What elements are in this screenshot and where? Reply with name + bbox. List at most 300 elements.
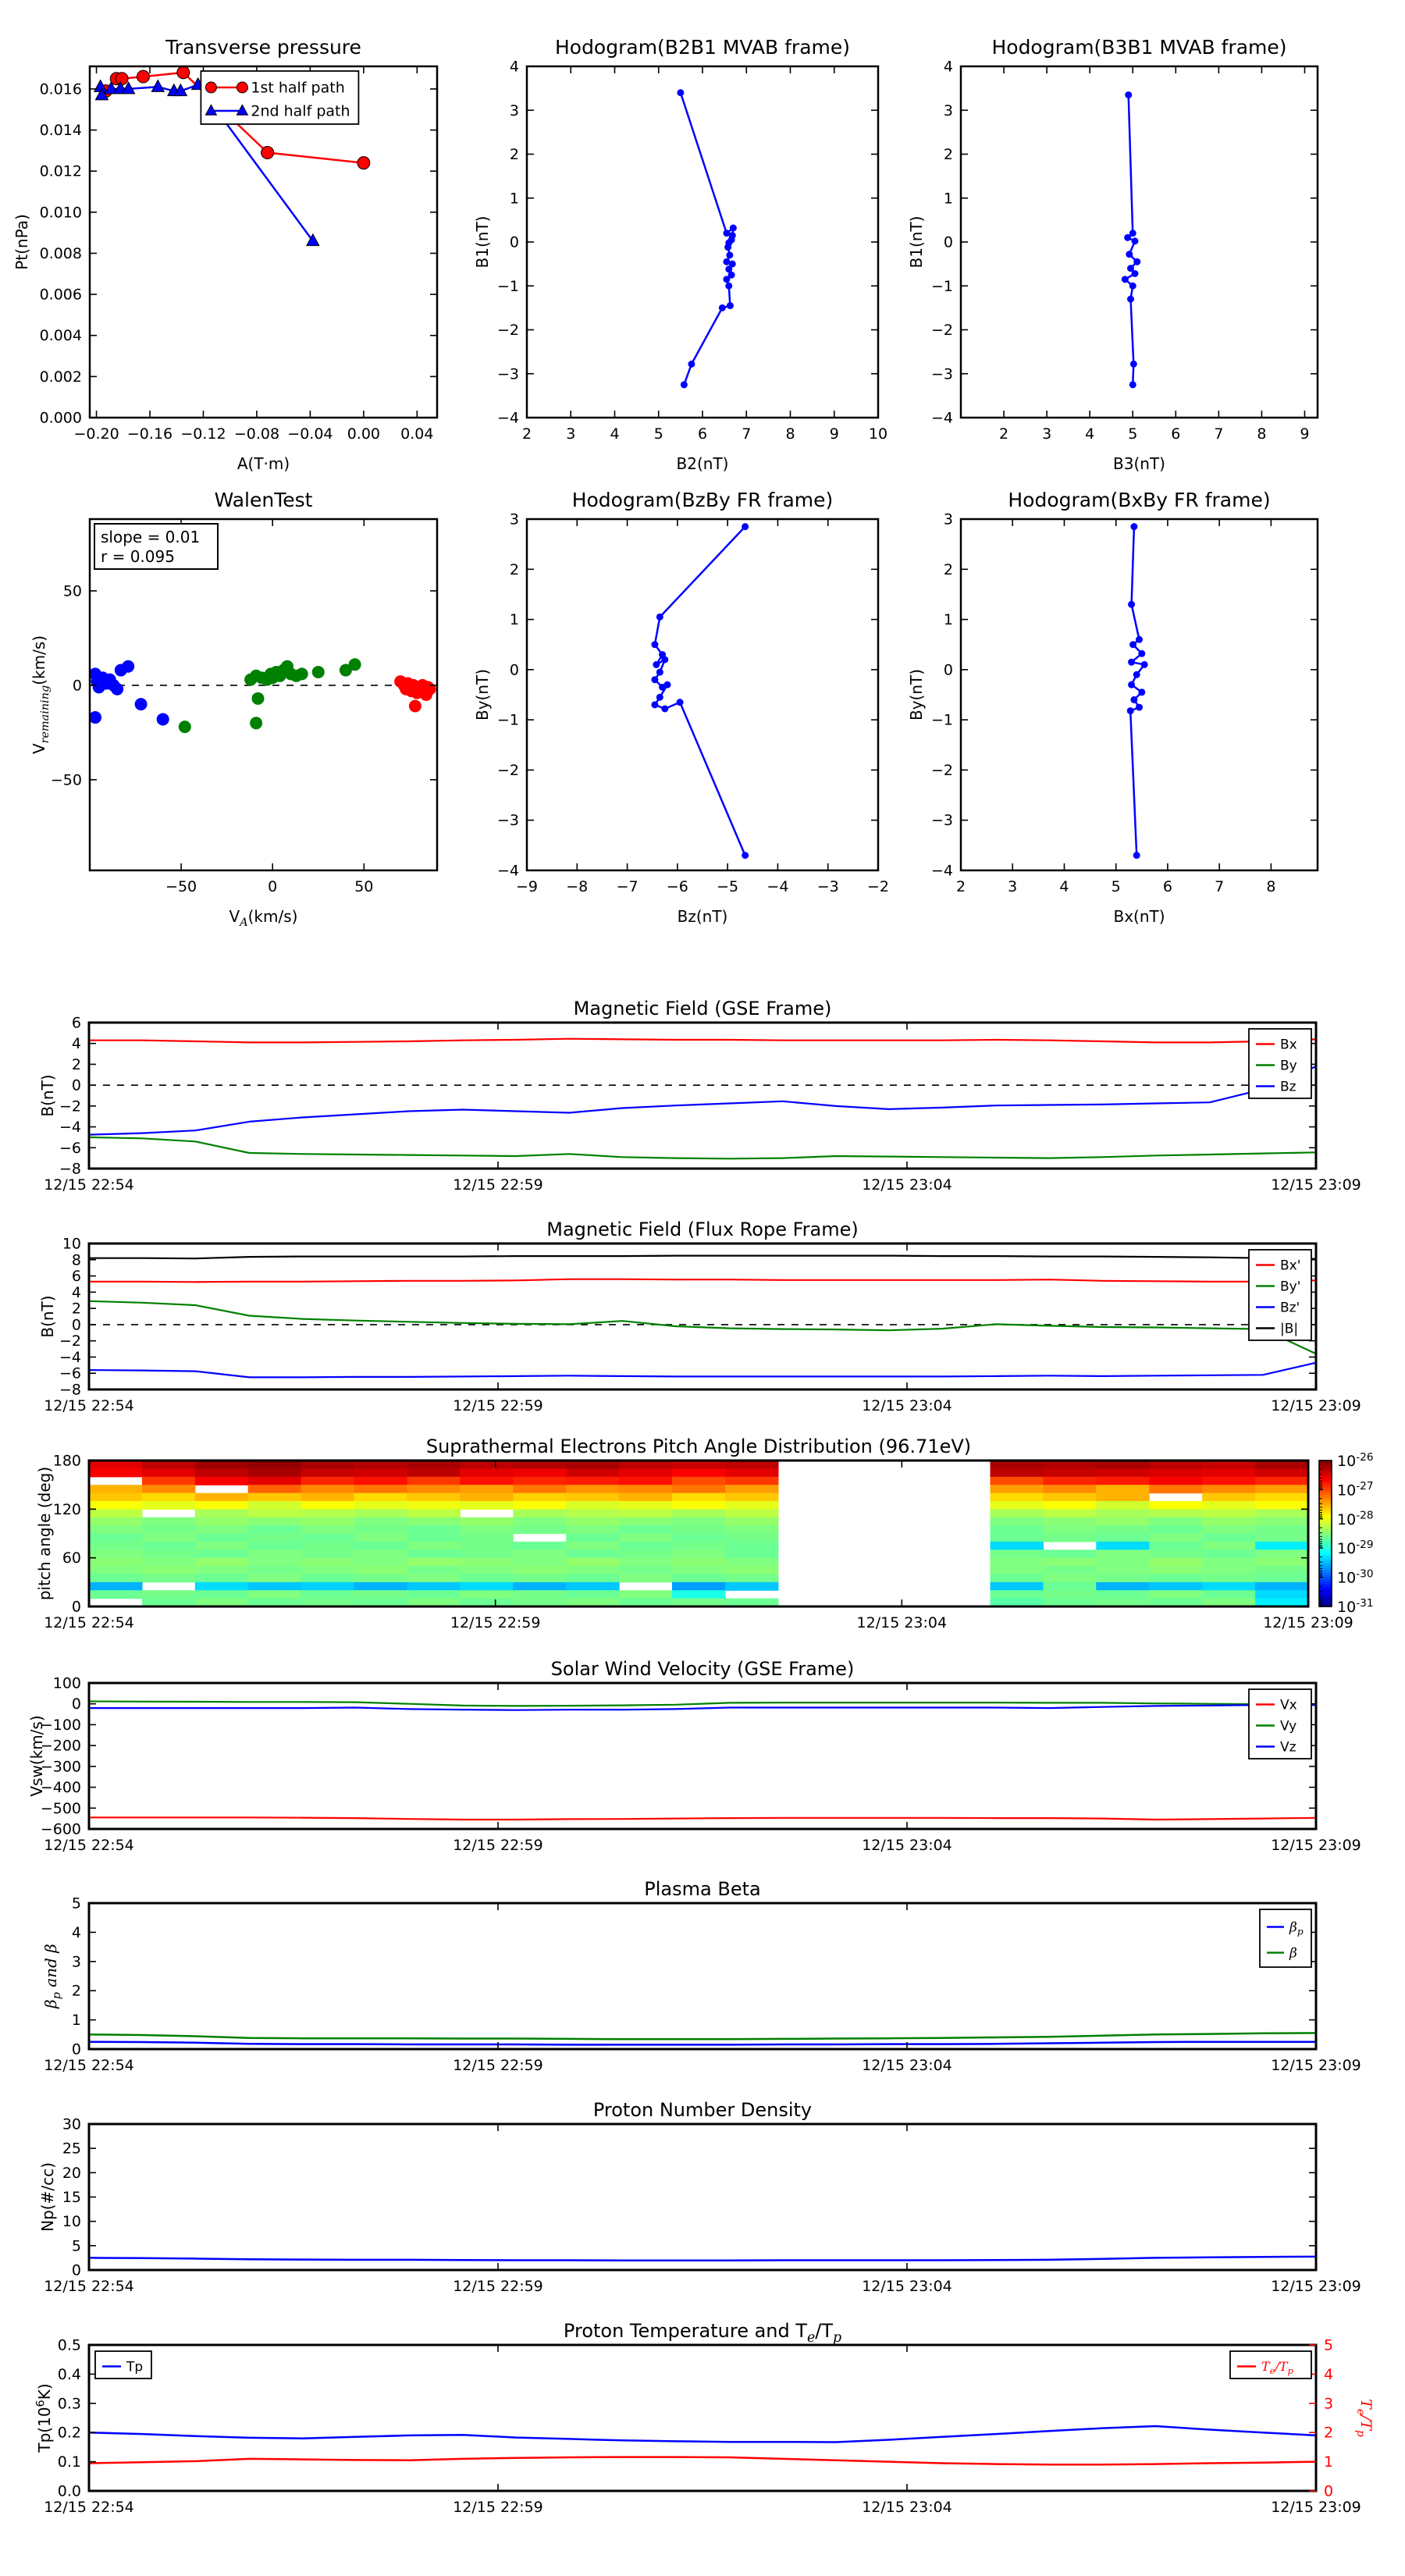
marker-circle (111, 683, 123, 696)
x-axis-label: B3(nT) (1113, 454, 1165, 473)
heatmap-cell (1096, 1493, 1150, 1502)
marker-circle (730, 225, 737, 232)
x-tick-label: 12/15 23:09 (1271, 1397, 1361, 1414)
y-tick-label: 100 (52, 1674, 81, 1692)
heatmap-cell (248, 1468, 302, 1477)
heatmap-cell (407, 1534, 461, 1542)
panel-hodogram-bx-by (907, 489, 1318, 926)
heatmap-cell (460, 1590, 514, 1599)
heatmap-cell (725, 1501, 779, 1510)
heatmap-cell (195, 1558, 248, 1567)
heatmap-cell (142, 1566, 196, 1574)
y-tick-label: 0.004 (39, 327, 82, 345)
heatmap-cell (1149, 1501, 1203, 1510)
y-axis-label: B1(nT) (907, 215, 926, 269)
heatmap-cell (142, 1517, 196, 1526)
heatmap-cell (1202, 1590, 1256, 1599)
heatmap-cell (1149, 1582, 1203, 1591)
y-tick-label: 120 (52, 1500, 81, 1518)
heatmap-cell (672, 1550, 726, 1558)
y-axis (41, 1675, 1316, 1838)
series-line (681, 93, 734, 385)
heatmap-cell (672, 1461, 726, 1469)
chart-title: Magnetic Field (Flux Rope Frame) (546, 1219, 859, 1240)
y-tick-label: 180 (52, 1452, 81, 1470)
heatmap-cell (301, 1590, 355, 1599)
heatmap-cell (513, 1501, 567, 1510)
x-tick-label: 0.00 (347, 425, 381, 443)
heatmap-cell (195, 1493, 248, 1502)
heatmap-cell (1202, 1525, 1256, 1534)
heatmap-cell (1255, 1582, 1309, 1591)
legend-label: By' (1280, 1279, 1301, 1295)
heatmap-cell (672, 1558, 726, 1567)
heatmap-cell (195, 1590, 248, 1599)
chart-title: Transverse pressure (165, 36, 361, 59)
x-tick-label: 12/15 23:09 (1271, 2499, 1361, 2516)
chart-title: Hodogram(B2B1 MVAB frame) (554, 36, 851, 59)
heatmap-cell (1096, 1590, 1150, 1599)
y-tick-label: 0 (71, 1695, 81, 1713)
x-tick-label: −9 (515, 878, 539, 895)
heatmap-cell (672, 1574, 726, 1582)
heatmap-cell (1255, 1468, 1309, 1477)
panel-proton-temperature (34, 2320, 1375, 2516)
marker-circle (661, 656, 668, 664)
y-axis-label: $\beta_p$ and β (41, 1944, 64, 2008)
x-tick-label: 9 (829, 425, 839, 443)
marker-circle (1125, 91, 1132, 98)
panel-magnetic-field-gse (38, 998, 1361, 1194)
y-axis-label: Pt(nPa) (12, 214, 31, 270)
heatmap-cell (1255, 1485, 1309, 1493)
panel-solar-wind-velocity (27, 1658, 1361, 1854)
heatmap (89, 1461, 1309, 1607)
heatmap-cell (725, 1468, 779, 1477)
x-tick-label: 12/15 23:09 (1271, 1176, 1361, 1194)
legend-label: 1st half path (251, 79, 345, 97)
y2-tick-label: 4 (1324, 2365, 1334, 2383)
heatmap-cell (991, 1574, 1044, 1582)
marker-circle (312, 666, 325, 678)
y-tick-label: −100 (40, 1716, 81, 1734)
heatmap-cell (1096, 1558, 1150, 1567)
heatmap-cell (301, 1485, 355, 1493)
y-tick-label: 2 (943, 560, 953, 578)
marker-circle (1129, 381, 1136, 388)
legend-label: Vx (1280, 1697, 1297, 1713)
heatmap-cell (248, 1590, 302, 1599)
y-tick-label: 0.008 (39, 244, 82, 262)
heatmap-cell (513, 1558, 567, 1567)
x-tick-label: −4 (767, 878, 789, 895)
series-Tp (89, 2426, 1316, 2443)
heatmap-cell (460, 1485, 514, 1493)
panel-plasma-beta (41, 1878, 1361, 2074)
y2-tick-label: 1 (1324, 2453, 1334, 2471)
series-line (89, 1039, 1316, 1043)
x-tick-label: 0 (268, 878, 278, 895)
x-tick-label: 0.04 (400, 425, 434, 443)
y-tick-label: 0.2 (57, 2424, 81, 2442)
marker-circle (1131, 237, 1138, 244)
series-line (89, 2042, 1316, 2045)
x-tick-label: 3 (566, 425, 576, 443)
heatmap-cell (142, 1525, 196, 1534)
y-tick-label: 2 (943, 146, 953, 163)
heatmap-cell (1202, 1477, 1256, 1485)
x-tick-label: −7 (616, 878, 638, 895)
heatmap-cell (1096, 1574, 1150, 1582)
marker-circle (1131, 270, 1138, 277)
x-tick-label: −8 (566, 878, 589, 895)
series-Bz (89, 1066, 1316, 1135)
heatmap-cell (1043, 1582, 1097, 1591)
heatmap-cell (407, 1468, 461, 1477)
y-axis (72, 1895, 1316, 2058)
x-tick-label: −0.12 (180, 425, 226, 443)
x-tick-label: 5 (1111, 878, 1121, 895)
heatmap-cell (566, 1582, 620, 1591)
y-tick-label: −6 (59, 1364, 81, 1382)
y-tick-label: −400 (40, 1779, 81, 1797)
x-tick-label: 12/15 23:09 (1271, 2278, 1361, 2295)
series-By (89, 1137, 1316, 1158)
heatmap-cell (1043, 1501, 1097, 1510)
heatmap-cell (407, 1582, 461, 1591)
heatmap-cell (513, 1461, 567, 1469)
heatmap-cell (566, 1517, 620, 1526)
colorbar-label: $10^{-28}$ (1337, 1509, 1374, 1528)
heatmap-cell (407, 1493, 461, 1502)
marker-circle (742, 852, 749, 859)
annotation-line: r = 0.095 (101, 547, 175, 566)
y-axis-label: By(nT) (907, 668, 926, 721)
plot-frame (90, 519, 437, 870)
y-tick-label: 3 (509, 511, 519, 528)
colorbar (1319, 1451, 1374, 1616)
series-Bz' (89, 1363, 1316, 1378)
x-tick-label: 12/15 23:04 (862, 2057, 952, 2074)
chart (34, 2320, 1375, 2516)
heatmap-cell (991, 1468, 1044, 1477)
marker-circle (409, 700, 422, 713)
heatmap-cell (142, 1574, 196, 1582)
heatmap-cell (248, 1550, 302, 1558)
x-tick-label: 12/15 23:04 (862, 1397, 952, 1414)
y-tick-label: 10 (62, 2213, 81, 2231)
plot-frame (89, 2124, 1316, 2270)
heatmap-cell (301, 1542, 355, 1550)
heatmap-cell (1096, 1501, 1150, 1510)
heatmap-cell (248, 1574, 302, 1582)
heatmap-cell (354, 1509, 407, 1517)
heatmap-cell (725, 1542, 779, 1550)
legend-label: Tp (126, 2359, 144, 2375)
marker-circle (135, 698, 148, 710)
legend-label: 2nd half path (251, 102, 350, 120)
heatmap-cell (195, 1534, 248, 1542)
x-tick-label: 3 (1042, 425, 1052, 443)
y-tick-label: 15 (62, 2189, 81, 2206)
colorbar-swatch (1319, 1567, 1332, 1571)
marker-circle (1129, 283, 1136, 290)
heatmap-cell (1043, 1566, 1097, 1574)
heatmap-cell (301, 1525, 355, 1534)
heatmap-cell (301, 1461, 355, 1469)
x-axis (999, 66, 1310, 443)
y-tick-label: 20 (62, 2164, 81, 2182)
marker-circle (116, 73, 128, 85)
heatmap-cell (354, 1468, 407, 1477)
heatmap-cell (991, 1509, 1044, 1517)
x-axis (165, 519, 373, 895)
chart (38, 2099, 1361, 2295)
heatmap-cell (407, 1574, 461, 1582)
marker-circle (205, 82, 216, 93)
y-tick-label: −4 (930, 862, 953, 880)
heatmap-cell (1149, 1461, 1203, 1469)
heatmap-cell (1255, 1550, 1309, 1558)
heatmap-cell (1043, 1477, 1097, 1485)
heatmap-cell (1096, 1525, 1150, 1534)
x-tick-label: −5 (717, 878, 739, 895)
heatmap-cell (407, 1550, 461, 1558)
marker-circle (1129, 641, 1136, 648)
panel-magnetic-field-flux-rope (38, 1219, 1361, 1414)
heatmap-cell (1149, 1558, 1203, 1567)
heatmap-cell (1043, 1468, 1097, 1477)
x-tick-label: 12/15 23:04 (862, 2499, 952, 2516)
chart-title: Suprathermal Electrons Pitch Angle Distribution (96.71eV) (425, 1436, 972, 1457)
heatmap-cell (1149, 1574, 1203, 1582)
heatmap-cell (1043, 1590, 1097, 1599)
heatmap-cell (248, 1566, 302, 1574)
series-Te/Tp (89, 2457, 1316, 2465)
heatmap-cell (354, 1558, 407, 1567)
x-tick-label: 12/15 22:59 (453, 1837, 543, 1854)
heatmap-cell (142, 1493, 196, 1502)
chart-title: WalenTest (214, 489, 313, 511)
y-tick-label: −2 (59, 1332, 81, 1350)
y-tick-label: 2 (509, 560, 519, 578)
marker-circle (1141, 661, 1148, 668)
heatmap-cell (991, 1461, 1044, 1469)
y-tick-label: −1 (930, 711, 953, 729)
y-tick-label: 4 (71, 1923, 81, 1941)
y-axis-label: B(nT) (38, 1074, 57, 1117)
heatmap-cell (1255, 1566, 1309, 1574)
y-tick-label: 10 (62, 1235, 81, 1253)
marker-circle (251, 692, 264, 705)
y-axis-label: By(nT) (473, 668, 492, 721)
heatmap-cell (354, 1566, 407, 1574)
heatmap-cell (354, 1574, 407, 1582)
heatmap-cell (991, 1582, 1044, 1591)
heatmap-cell (460, 1582, 514, 1591)
heatmap-cell (566, 1501, 620, 1510)
x-axis-label: Bz(nT) (677, 907, 728, 926)
x-tick-label: −0.20 (73, 425, 119, 443)
heatmap-cell (1202, 1517, 1256, 1526)
heatmap-cell (89, 1468, 143, 1477)
heatmap-cell (566, 1542, 620, 1550)
heatmap-cell (991, 1542, 1044, 1550)
heatmap-cell (407, 1477, 461, 1485)
y-tick-label: 0.016 (39, 80, 82, 98)
heatmap-cell (672, 1590, 726, 1599)
x-tick-label: 8 (785, 425, 795, 443)
colorbar-swatch (1319, 1465, 1332, 1468)
heatmap-cell (566, 1461, 620, 1469)
marker-circle (1122, 276, 1129, 283)
y-axis (931, 59, 1318, 427)
colorbar-swatch (1319, 1559, 1332, 1562)
marker-circle (656, 669, 663, 676)
heatmap-cell (1202, 1461, 1256, 1469)
heatmap-cell (566, 1477, 620, 1485)
heatmap-cell (1255, 1525, 1309, 1534)
y-tick-label: −4 (59, 1119, 81, 1137)
x-tick-label: 12/15 23:04 (856, 1614, 948, 1631)
x-axis (522, 66, 887, 443)
heatmap-cell (513, 1525, 567, 1534)
heatmap-cell (513, 1590, 567, 1599)
x-tick-label: 12/15 23:09 (1271, 1837, 1361, 1854)
y-axis-label: $Tp(10^6K)$ (34, 2383, 54, 2453)
plot-frame (89, 2345, 1316, 2491)
x-tick-label: 8 (1266, 878, 1276, 895)
y-tick-label: 0 (943, 233, 953, 251)
colorbar-label: $10^{-30}$ (1337, 1567, 1374, 1587)
heatmap-cell (513, 1566, 567, 1574)
heatmap-cell (248, 1477, 302, 1485)
heatmap-cell (1255, 1477, 1309, 1485)
heatmap-cell (672, 1566, 726, 1574)
heatmap-cell (354, 1485, 407, 1493)
heatmap-cell (460, 1525, 514, 1534)
heatmap-cell (619, 1485, 673, 1493)
heatmap-cell (725, 1550, 779, 1558)
x-axis-label: $V_A(km/s)$ (229, 907, 298, 930)
heatmap-cell (725, 1509, 779, 1517)
heatmap-cell (725, 1582, 779, 1591)
heatmap-cell (460, 1477, 514, 1485)
x-tick-label: −0.08 (233, 425, 280, 443)
marker-circle (661, 706, 668, 713)
heatmap-cell (725, 1558, 779, 1567)
marker-circle (250, 717, 262, 729)
heatmap-cell (1255, 1461, 1309, 1469)
marker-circle (1127, 707, 1134, 714)
x-tick-label: 12/15 22:59 (453, 2499, 543, 2516)
heatmap-cell (89, 1517, 143, 1526)
x-tick-label: 4 (610, 425, 620, 443)
heatmap-cell (248, 1509, 302, 1517)
y-tick-label: 1 (71, 2012, 81, 2030)
x-tick-label: 12/15 22:59 (450, 1614, 541, 1631)
marker-circle (1130, 523, 1137, 530)
heatmap-cell (354, 1550, 407, 1558)
heatmap-cell (460, 1550, 514, 1558)
series-Np (89, 2257, 1316, 2261)
y-tick-label: 4 (509, 58, 519, 76)
heatmap-cell (1202, 1493, 1256, 1502)
series-line (89, 1256, 1316, 1259)
y-tick-label: −8 (59, 1160, 81, 1178)
heatmap-cell (407, 1501, 461, 1510)
panel-walen-test (30, 489, 437, 930)
x-tick-label: 6 (1171, 425, 1181, 443)
heatmap-cell (1043, 1534, 1097, 1542)
series-line (89, 1363, 1316, 1378)
chart (473, 36, 888, 473)
series-line (89, 2033, 1316, 2039)
y-axis-label: Vsw(km/s) (27, 1715, 46, 1797)
marker-circle (728, 237, 735, 244)
heatmap-cell (513, 1574, 567, 1582)
legend (1249, 1029, 1311, 1098)
y-tick-label: 3 (71, 1953, 81, 1971)
panel-transverse-pressure (12, 36, 437, 473)
heatmap-cell (619, 1525, 673, 1534)
y-tick-label: 0.002 (39, 368, 82, 386)
plot-frame (961, 66, 1318, 418)
marker-circle (656, 614, 663, 621)
y-tick-label: 0 (71, 1598, 81, 1616)
chart-title: Hodogram(B3B1 MVAB frame) (991, 36, 1287, 59)
heatmap-cell (195, 1461, 248, 1469)
heatmap-cell (725, 1477, 779, 1485)
y-tick-label: 0.012 (39, 162, 82, 180)
y-tick-label: −3 (496, 812, 519, 830)
heatmap-cell (991, 1534, 1044, 1542)
heatmap-cell (195, 1525, 248, 1534)
x-tick-label: 12/15 22:54 (44, 1176, 134, 1194)
heatmap-cell (672, 1517, 726, 1526)
heatmap-cell (619, 1509, 673, 1517)
plot-frame (527, 66, 878, 418)
heatmap-cell (195, 1566, 248, 1574)
heatmap-cell (1043, 1574, 1097, 1582)
x-tick-label: 6 (697, 425, 708, 443)
marker-circle (177, 66, 190, 79)
heatmap-cell (301, 1574, 355, 1582)
heatmap-cell (460, 1493, 514, 1502)
x-tick-label: 12/15 23:09 (1271, 2057, 1361, 2074)
x-tick-label: 12/15 22:54 (44, 1837, 134, 1854)
heatmap-cell (1096, 1461, 1150, 1469)
heatmap-cell (301, 1517, 355, 1526)
heatmap-cell (354, 1477, 407, 1485)
heatmap-cell (1255, 1542, 1309, 1550)
heatmap-cell (672, 1477, 726, 1485)
heatmap-cell (89, 1485, 143, 1493)
y-tick-label: −2 (930, 761, 953, 779)
y-axis-label: B(nT) (38, 1295, 57, 1338)
legend-label: $\beta_p$ (1289, 1920, 1304, 1937)
y-tick-label: −3 (496, 365, 519, 383)
heatmap-cell (301, 1558, 355, 1567)
y-tick-label: 0.006 (39, 286, 82, 304)
series-Bx' (89, 1279, 1316, 1283)
marker-circle (1138, 688, 1145, 696)
y-tick-label: −1 (496, 711, 519, 729)
heatmap-cell (354, 1542, 407, 1550)
heatmap-cell (89, 1590, 143, 1599)
x-tick-label: 5 (1128, 425, 1138, 443)
series-beta_p (89, 2042, 1316, 2045)
